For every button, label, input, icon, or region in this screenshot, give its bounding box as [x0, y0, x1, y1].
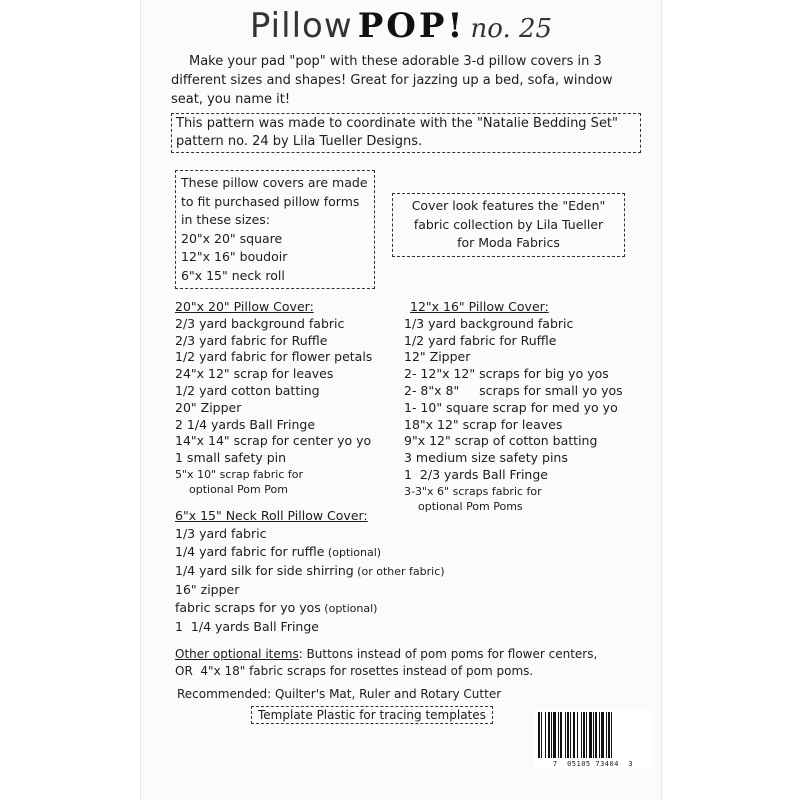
intro-paragraph [171, 52, 641, 109]
neck-roll-heading: 6"x 15" Neck Roll Pillow Cover: [175, 508, 368, 523]
list-item: 14"x 14" scrap for center yo yo [175, 433, 372, 449]
list-item: 18"x 12" scrap for leaves [404, 416, 563, 432]
list-item [175, 525, 445, 543]
cover-line: fabric collection by Lila Tueller [413, 216, 604, 232]
sizes-line: These pillow covers are made [181, 175, 368, 190]
list-item: 2- 8"x 8" scraps for small yo yos [404, 382, 623, 398]
list-item: 5"x 10" scrap fabric for [175, 467, 303, 481]
cover-look-box [392, 193, 625, 257]
pillow-12-list [404, 299, 623, 514]
list-item: 1/2 yard cotton batting [175, 382, 320, 398]
list-item: 1 2/3 yards Ball Fringe [404, 466, 548, 482]
list-item [175, 581, 445, 599]
title-number: no. 25 [470, 14, 553, 44]
sizes-line: 20"x 20" square [181, 230, 283, 246]
intro-text: Make your pad "pop" with these adorable 3-d pillow covers in 3 different sizes and shapes! Great for jazzing up a bed, sofa, window seat, you name it! [171, 54, 613, 107]
sizes-line: 6"x 15" neck roll [181, 267, 285, 283]
item-main: 1/4 yard silk for side shirring [175, 563, 354, 578]
cover-line: Cover look features the "Eden" [411, 198, 606, 213]
other-label: Other optional items [175, 647, 299, 661]
list-item: 1/2 yard fabric for Ruffle [404, 332, 557, 348]
pattern-back-page [140, 0, 662, 800]
pillow-20-heading: 20"x 20" Pillow Cover: [175, 299, 314, 314]
list-item: 12" Zipper [404, 349, 471, 365]
item-main: 1/3 yard fabric [175, 526, 267, 541]
item-note: (or other fabric) [353, 565, 445, 578]
pillow-12-heading: 12"x 16" Pillow Cover: [410, 299, 549, 314]
item-main: fabric scraps for yo yos [175, 600, 321, 615]
template-plastic-note: Template Plastic for tracing templates [251, 706, 493, 724]
barcode-bars-icon [534, 710, 652, 760]
item-main: 1/4 yard fabric for ruffle [175, 544, 325, 559]
barcode-number: 7 05105 73404 3 [552, 760, 634, 768]
item-note: (optional) [320, 602, 378, 615]
list-item: 2 1/4 yards Ball Fringe [175, 416, 316, 432]
sizes-line: 12"x 16" boudoir [181, 249, 288, 264]
list-item: 1/2 yard fabric for flower petals [175, 349, 373, 365]
page-title [141, 6, 661, 46]
item-main: 1 1/4 yards Ball Fringe [175, 619, 319, 634]
pillow-sizes-box [175, 170, 375, 289]
title-word-pillow: Pillow [249, 6, 353, 46]
pillow-20-list [175, 299, 372, 497]
list-item: 3-3"x 6" scraps fabric for [404, 484, 542, 498]
sizes-line: to fit purchased pillow forms [181, 193, 360, 209]
list-item: 9"x 12" scrap of cotton batting [404, 433, 598, 449]
other-text: OR 4"x 18" fabric scraps for rosettes instead of pom poms. [175, 664, 534, 678]
cover-line: for Moda Fabrics [457, 235, 560, 250]
list-item: optional Pom Poms [404, 499, 523, 513]
list-item [175, 618, 445, 636]
list-item: 2/3 yard fabric for Ruffle [175, 332, 328, 348]
list-item [175, 543, 445, 562]
neck-roll-list [175, 507, 445, 636]
other-optional-items [175, 646, 635, 680]
title-word-pop: POP! [357, 6, 466, 46]
list-item [175, 562, 445, 581]
list-item: 24"x 12" scrap for leaves [175, 366, 334, 382]
list-item: 1 small safety pin [175, 450, 287, 466]
list-item [175, 599, 445, 618]
item-note: (optional) [324, 546, 382, 559]
list-item: 2/3 yard background fabric [175, 315, 345, 331]
list-item: optional Pom Pom [175, 482, 288, 496]
item-main: 16" zipper [175, 582, 240, 597]
list-item: 2- 12"x 12" scraps for big yo yos [404, 366, 609, 382]
sizes-line: in these sizes: [181, 212, 271, 227]
list-item: 20" Zipper [175, 399, 242, 415]
recommended-tools: Recommended: Quilter's Mat, Ruler and Rotary Cutter [177, 687, 502, 701]
list-item: 1/3 yard background fabric [404, 315, 574, 331]
barcode [534, 710, 652, 768]
list-item: 3 medium size safety pins [404, 450, 568, 466]
coordinate-note: This pattern was made to coordinate with the "Natalie Bedding Set" pattern no. 24 by Lila Tueller Designs. [171, 113, 641, 153]
other-text: : Buttons instead of pom poms for flower centers, [298, 647, 598, 661]
list-item: 1- 10" square scrap for med yo yo [404, 399, 618, 415]
